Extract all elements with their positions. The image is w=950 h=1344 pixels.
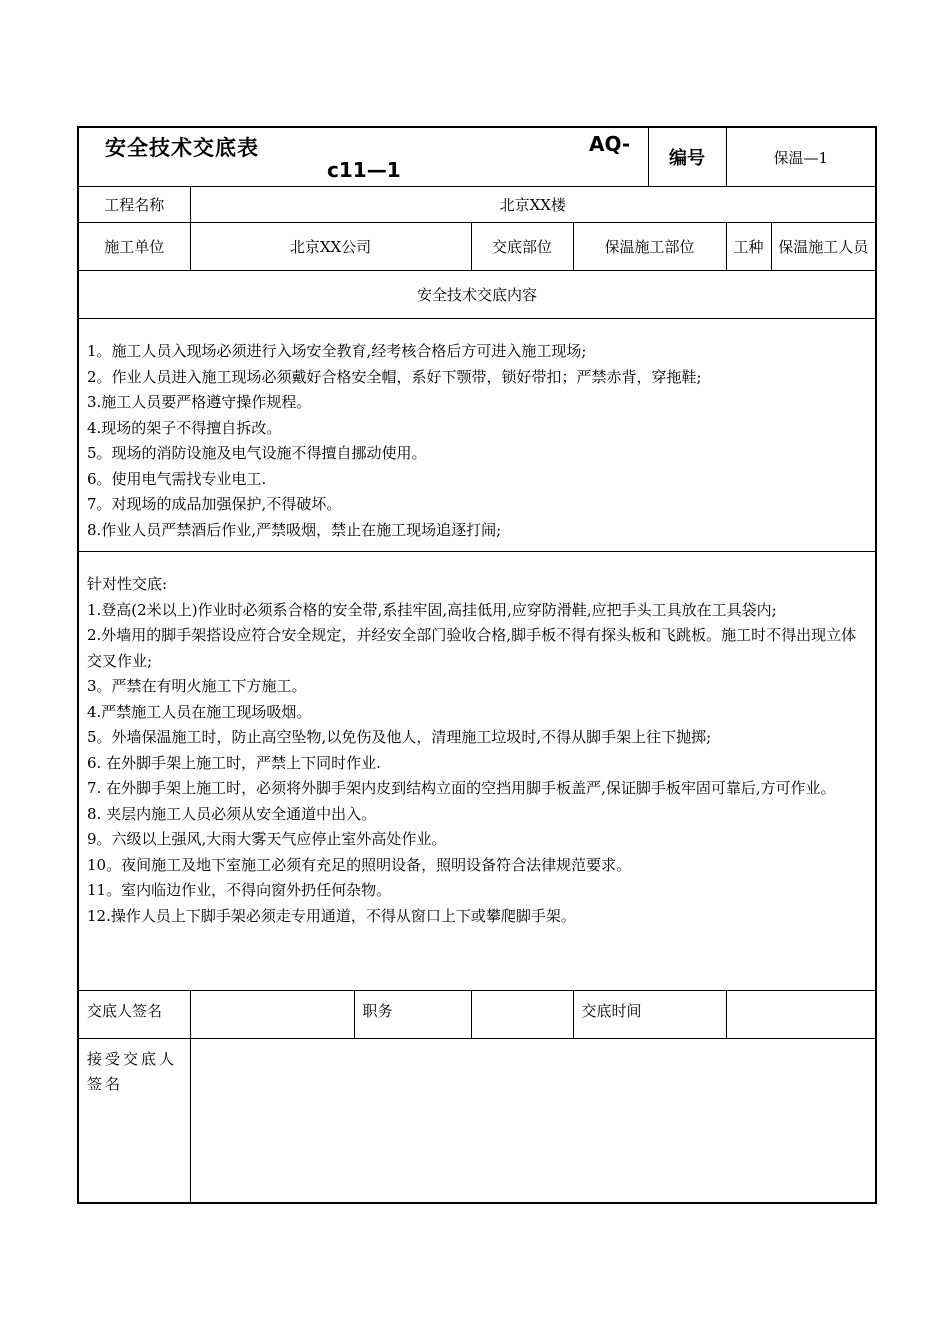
receiver-label: 接受交底人签名: [78, 1039, 190, 1203]
number-label: 编号: [648, 127, 726, 187]
unit-value[interactable]: 北京XX公司: [190, 223, 471, 271]
specific-item: 5。外墙保温施工时，防止高空坠物,以免伤及他人，清理施工垃圾时,不得从脚手架上往下抛掷;: [87, 728, 712, 746]
specific-item: 2.外墙用的脚手架搭设应符合安全规定，并经安全部门验收合格,脚手板不得有探头板和飞跳板。施工时不得出现立体交叉作业;: [87, 626, 857, 670]
time-label: 交底时间: [573, 991, 726, 1039]
project-row: [78, 187, 876, 223]
header-row: [78, 127, 876, 187]
discloser-signature-field[interactable]: [190, 991, 354, 1039]
position-label: 职务: [354, 991, 471, 1039]
specific-item: 12.操作人员上下脚手架必须走专用通道，不得从窗口上下或攀爬脚手架。: [87, 906, 576, 925]
specific-item: 9。六级以上强风,大雨大雾天气应停止室外高处作业。: [87, 830, 447, 848]
general-items-cell: [78, 319, 876, 552]
form-title: 安全技术交底表: [105, 136, 259, 160]
number-value[interactable]: 保温—1: [726, 127, 876, 187]
project-name-label: 工程名称: [78, 187, 190, 223]
general-item: 3.施工人员要严格遵守操作规程。: [87, 393, 312, 411]
general-item: 1。施工人员入现场必须进行入场安全教育,经考核合格后方可进入施工现场;: [87, 342, 587, 360]
general-item: 5。现场的消防设施及电气设施不得擅自挪动使用。: [87, 444, 427, 462]
specific-item: 4.严禁施工人员在施工现场吸烟。: [87, 702, 312, 721]
form-table: [77, 126, 877, 1204]
project-name-value[interactable]: 北京XX楼: [190, 187, 876, 223]
general-item: 8.作业人员严禁酒后作业,严禁吸烟，禁止在施工现场追逐打闹;: [87, 520, 502, 539]
position-field[interactable]: [471, 991, 573, 1039]
unit-row: [78, 223, 876, 271]
specific-items-cell: [78, 552, 876, 991]
title-cell: [78, 127, 648, 187]
signature-row: [78, 991, 876, 1039]
general-item: 6。使用电气需找专业电工.: [87, 469, 267, 488]
form-code-part1: AQ-: [589, 132, 631, 156]
specific-heading: 针对性交底:: [87, 575, 168, 593]
trade-label: 工种: [726, 223, 771, 271]
content-heading: 安全技术交底内容: [78, 271, 876, 319]
time-field[interactable]: [726, 991, 876, 1039]
receiver-signature-field[interactable]: [190, 1039, 876, 1203]
specific-item: 11。室内临边作业，不得向窗外扔任何杂物。: [87, 881, 392, 899]
part-label: 交底部位: [471, 223, 573, 271]
specific-item: 8. 夹层内施工人员必须从安全通道中出入。: [87, 804, 377, 823]
specific-items-row: [78, 552, 876, 991]
safety-disclosure-form: [77, 126, 875, 1204]
general-item: 7。对现场的成品加强保护,不得破坏。: [87, 495, 342, 513]
specific-item: 6. 在外脚手架上施工时，严禁上下同时作业.: [87, 753, 381, 772]
specific-item: 1.登高(2米以上)作业时必须系合格的安全带,系挂牢固,高挂低用,应穿防滑鞋,应把手头工具放在工具袋内;: [87, 600, 777, 619]
general-item: 2。作业人员进入施工现场必须戴好合格安全帽，系好下颚带，锁好带扣；严禁赤背，穿拖鞋;: [87, 367, 702, 386]
receiver-row: [78, 1039, 876, 1203]
specific-item: 10。夜间施工及地下室施工必须有充足的照明设备，照明设备符合法律规范要求。: [87, 855, 632, 874]
specific-item: 7. 在外脚手架上施工时，必须将外脚手架内皮到结构立面的空挡用脚手板盖严,保证脚手板牢固可靠后,方可作业。: [87, 779, 836, 797]
unit-label: 施工单位: [78, 223, 190, 271]
general-items-row: [78, 319, 876, 552]
general-item: 4.现场的架子不得擅自拆改。: [87, 418, 282, 437]
trade-value[interactable]: 保温施工人员: [771, 223, 876, 271]
content-heading-row: [78, 271, 876, 319]
discloser-label: 交底人签名: [78, 991, 190, 1039]
part-value[interactable]: 保温施工部位: [573, 223, 726, 271]
specific-item: 3。严禁在有明火施工下方施工。: [87, 677, 307, 695]
form-code-part2: c11—1: [327, 158, 401, 182]
